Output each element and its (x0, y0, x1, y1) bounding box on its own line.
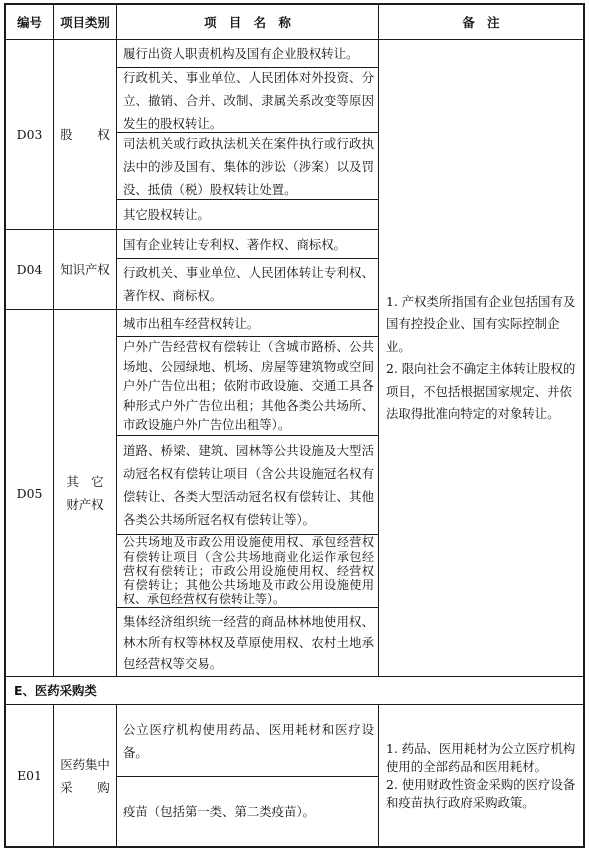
e01-category (54, 705, 116, 846)
d-remark (379, 40, 583, 676)
d05-item-2 (117, 337, 378, 435)
d05-category-line2: 财产权 (66, 497, 104, 512)
d05-item-5-text: 集体经济组织统一经营的商品林林地使用权、林木所有权等林权及草原使用权、农村土地承包经营权等交易。 (123, 613, 374, 671)
d04-item-2 (117, 259, 378, 309)
d03-item-3-text: 司法机关或行政执法机关在案件执行或行政执法中的涉及国有、集体的涉讼（涉案）以及罚没、抵债（税）股权转让处置。 (123, 135, 374, 197)
d03-item-1 (117, 40, 378, 67)
e01-remark-2: 2. 使用财政性资金采购的医疗设备和疫苗执行政府采购政策。 (386, 776, 576, 810)
d03-item-3 (117, 133, 378, 199)
d04-code: D04 (16, 262, 43, 277)
project-table (4, 3, 585, 849)
e01-item-2 (117, 777, 378, 846)
e01-item-2-text: 疫苗（包括第一类、第二类疫苗）。 (123, 804, 316, 819)
header-category: 项目类别 (60, 14, 110, 30)
d05-item-4 (117, 535, 378, 607)
d03-item-4 (117, 200, 378, 229)
d05-item-4-text: 公共场地及市政公用设施使用权、承包经营权有偿转让项目（含公共场地商业化运作承包经营权有偿转让；市政公用设施使用权、经营权有偿转让；其他公共场地及市政公用设施使用权、承包经营权有偿转让等）。 (123, 535, 374, 607)
d05-category-line1: 其 它 (66, 474, 104, 489)
d03-item-2 (117, 68, 378, 132)
d04-item-2-text: 行政机关、事业单位、人民团体转让专利权、著作权、商标权。 (123, 265, 374, 303)
d-remark-1: 1. 产权类所指国有企业包括国有及国有控投企业、国有实际控制企业。 (386, 293, 576, 354)
d05-item-1-text: 城市出租车经营权转让。 (123, 315, 260, 331)
rule-bottom (4, 846, 585, 848)
d05-code: D05 (16, 485, 43, 501)
e01-item-1-text: 公立医疗机构使用药品、医用耗材和医疗设备。 (123, 721, 374, 760)
e01-code: E01 (17, 768, 42, 783)
d04-category: 知识产权 (60, 262, 110, 277)
d03-item-2-text: 行政机关、事业单位、人民团体对外投资、分立、撤销、合并、改制、隶属关系改变等原因发生的股权转让。 (123, 69, 374, 131)
d03-item-4-text: 其它股权转让。 (123, 207, 210, 222)
e01-category-line2: 采 购 (60, 779, 110, 795)
d05-item-3-text: 道路、桥梁、建筑、园林等公共设施及大型活动冠名权有偿转让项目（含公共设施冠名权有偿转让、各类大型活动冠名权有偿转让、其他各类公共场所冠名权有偿转让等）。 (123, 443, 374, 527)
d-remark-2: 2. 限向社会不确定主体转让股权的项目，不包括根据国家规定、并依法取得批准向特定的对象转让。 (386, 361, 576, 421)
d05-item-1 (117, 310, 378, 336)
e01-item-1 (117, 705, 378, 776)
d04-item-1-text: 国有企业转让专利权、著作权、商标权。 (123, 236, 347, 252)
d03-category: 股 权 (60, 127, 110, 142)
d05-category (54, 310, 116, 676)
header-code: 编号 (17, 14, 42, 30)
d03-item-1-text: 履行出资人职责机构及国有企业股权转让。 (123, 46, 359, 61)
e01-remark (379, 705, 583, 846)
d05-item-3 (117, 436, 378, 534)
d03-code: D03 (16, 127, 43, 142)
section-e-title: E、医药采购类 (14, 683, 97, 698)
e01-remark-1: 1. 药品、医用耗材为公立医疗机构使用的全部药品和医用耗材。 (386, 740, 576, 774)
rule-right (583, 3, 585, 848)
d05-item-2-text: 户外广告经营权有偿转让（含城市路桥、公共场地、公园绿地、机场、房屋等建筑物或空间户外广告位出租；依附市政设施、交通工具各种形式户外广告位出租；其他各类公共场所、市政设施户外广告位出租等）。 (123, 339, 374, 433)
header-name: 项 目 名 称 (204, 14, 291, 30)
d04-item-1 (117, 230, 378, 258)
d05-item-5 (117, 608, 378, 676)
e01-category-line1: 医药集中 (60, 756, 110, 772)
header-remark: 备 注 (462, 14, 500, 30)
